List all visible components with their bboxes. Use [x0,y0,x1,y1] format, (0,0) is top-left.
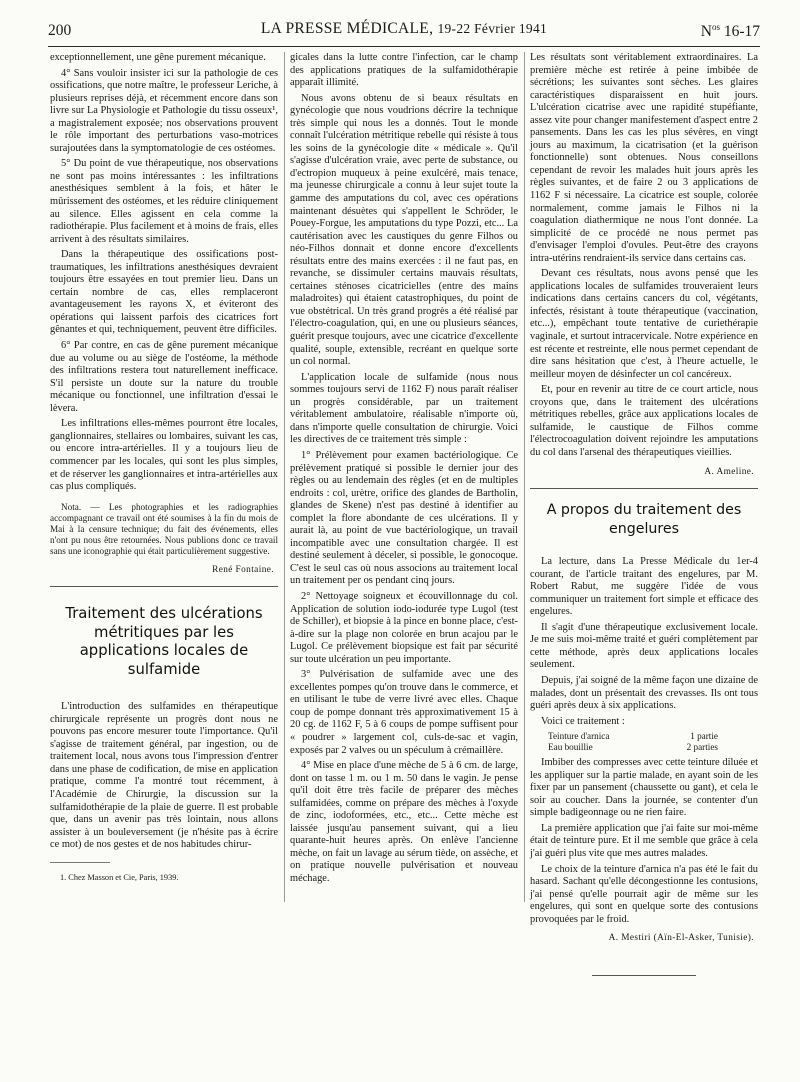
recipe-list [548,731,718,753]
end-separator [592,975,696,976]
paragraph: Devant ces résultats, nous avons pensé que les applications locales de sulfamides trouveraient leurs indications dans certains cancers du col, végétants, infectés, résistant à toute thérapeutique (vaccination, etc...), empêchant toute tentative de curiethérapie vaginale, et surtout intracervicale. Notre expérience en est récente et restreinte, elle nous permet cependant de dire sans hésitation que c'est, à l'heure actuelle, le meilleur moyen de désinfecter un col cancéreux. [530,268,758,380]
recipe-dose: 1 partie [690,731,718,742]
paragraph: L'application locale de sulfamide (nous nous sommes toujours servi de 1162 F) nous paraît réaliser un progrès considérable, par un traitement véritablement ambulatoire, réalisable n'importe où, dans n'importe quelle consultation de chirurgie. Voici les directives de ce traitement très simple : [290,371,518,446]
column-2 [290,52,518,889]
paragraph: 3° Pulvérisation de sulfamide avec une des excellentes pompes qu'on trouve dans le commerce, et en utilisant le tube de verre livré avec elles. Chaque coup de pompe donnant très approximativement 15 à 20 cg. de 1162 F, 5 à 6 coups de pompe suffisent pour « poudrer » largement col, culs-de-sac et vagin, exposés par 2 valves ou un spéculum à crémaillère. [290,669,518,756]
issue-numbers: 16-17 [723,23,760,41]
article-title: A propos du traitement des engelures [546,502,742,537]
article-separator [530,488,758,489]
header-rule [48,46,760,47]
paragraph: Et, pour en revenir au titre de ce court article, nous croyons que, dans le traitement des ulcérations métritiques rebelles, grâce aux applications locales de sulfamide, le caustique de Filhos comme l'électrocoagulation doivent rejoindre les amputations du col dans l'arsenal des thérapeutiques vieillies. [530,384,758,458]
paragraph: exceptionnellement, une gêne purement mécanique. [50,52,266,63]
page-number: 200 [48,22,72,39]
author-signature: A. Ameline. [704,466,754,477]
paragraph: Les résultats sont véritablement extraordinaires. La première mèche est retirée à peine imbibée de sécrétions; les suivantes sont sèches. Les glaires caractéristiques disparaissent en huit jours. L'ulcération cicatrise avec une rapidité stupéfiante, assez vite pour changer manifestement d'aspect entre 2 pansements. Dans les cas les plus sévères, en vingt jours au maximum, la cicatrisation (et la guérison fonctionnelle) sont obtenues. Nous conseillons cependant de revoir les malades huit jours après les règles suivantes, et de faire 2 ou 3 applications de 1162 F si nécessaire. La cicatrice est souple, colorée normalement, comme jamais le Filhos ni la coagulation diathermique ne nous l'ont donnée. La simplicité de ce procédé ne nous permet pas d'envisager l'emploi d'ovules. Peut-être des crayons intra-utérins rendraient-ils service dans certains cas. [530,52,758,264]
paragraph: Voici ce traitement : [541,715,625,727]
paragraph: Depuis, j'ai soigné de la même façon une dizaine de malades, dont un présentait des crevasses. Ils ont tous guéri après deux à six applications. [530,674,758,712]
issue-sup: os [711,22,720,32]
recipe-row [548,731,718,742]
column-3 [530,52,758,976]
paragraph: La première application que j'ai faite sur moi-même était de teinture pure. Et il me semble que grâce à cela j'ai guéri plus vite que mes autres malades. [530,822,758,859]
journal-name: LA PRESSE MÉDICALE, [260,20,434,37]
paragraph: 1° Prélèvement pour examen bactériologique. Ce prélèvement pratiqué si possible le dernier jour des règles ou au lendemain des règles (et en de multiples endroits : col, urètre, orifice des glandes de Bartholin, glandes de Skene) n'est pas destiné à identifier au complet la flore abondante de ces ulcérations. Il y aurait là, au point de vue bactériologique, un travail incompatible avec une consultation chargée. Il est destiné seulement à déceler, si possible, le gonocoque. C'est le seul cas où nous associons au traitement local un traitement per os pendant cinq jours. [290,449,518,587]
paragraph: Dans la thérapeutique des ossifications post-traumatiques, les infiltrations anesthésiques devraient toujours être essayées en tout premier lieu. Dans un certain nombre de cas, elles remplaceront avantageusement les rayons X, et éviteront des opérations qui laissent parfois des cicatrices fort gênantes et qui, techniquement, peuvent être difficiles. [50,249,278,336]
article-title: Traitement des ulcérations métritiques par les applications locales de sulfamide [65,605,263,678]
paragraph: Les infiltrations elles-mêmes pourront être locales, ganglionnaires, stellaires ou lombaires, suivant les cas, ou encore intra-artérielles. Il y a toujours lieu de commencer par les locales, qui sont les plus simples, et de réserver les ganglionnaires et intra-artérielles aux cas plus compliqués. [50,418,278,493]
recipe-ingredient: Eau bouillie [548,742,593,753]
issue-number [701,22,760,41]
paragraph: Le choix de la teinture d'arnica n'a pas été le fait du hasard. Sachant qu'elle décongestionne les contusions, j'ai pensé qu'elle pourrait agir de même sur les engelures, qui sont en quelque sorte des contusions provoquées par le froid. [530,863,758,925]
paragraph: 4° Mise en place d'une mèche de 5 à 6 cm. de large, dont on tasse 1 m. ou 1 m. 50 dans le vagin. Je pense qu'il doit être très facile de préparer des mèches sulfamidées, comme on prépare des mèches à l'oxyde de zinc, iodoformées, etc., etc... Cette mèche est laissée jusqu'au pansement suivant, qui a lieu quarante-huit heures après. On enlève l'ancienne mèche, on fait un lavage au sérum tiède, on assèche, et on pratique nouvelle pulvérisation et nouveau méchage. [290,760,518,884]
issue-date: 19-22 Février 1941 [437,21,548,36]
column-divider [524,52,525,902]
footnote-rule [50,862,110,863]
nota: Nota. — Les photographies et les radiographies accompagnant ce travail ont été soumises à la fin du mois de Mai à la censure technique; du fait des événements, elles n'ont pu nous être retournées. Nous publions donc ce travail sans une iconographie qui était particulièrement suggestive. [50,501,278,557]
recipe-dose: 2 parties [686,742,718,753]
footnote: 1. Chez Masson et Cie, Paris, 1939. [60,872,179,882]
issue-prefix: N [700,23,712,41]
author-signature: A. Mestiri (Aïn-El-Asker, Tunisie). [608,933,754,944]
article-separator [50,586,278,587]
author-signature: René Fontaine. [212,564,274,575]
paragraph: 4° Sans vouloir insister ici sur la pathologie de ces ossifications, que notre maître, le professeur Leriche, à plusieurs reprises déjà, et récemment encore dans son livre sur La Physiologie et Pathologie du tissu osseux¹, a magistralement exposée; nos observations prouvent le rôle important des perturbations vaso-motrices surajoutées dans la symptomatologie de ces ostéomes. [50,67,278,154]
paragraph: 2° Nettoyage soigneux et écouvillonnage du col. Application de solution iodo-iodurée type Lugol (test de Schiller), et biopsie à la pince en bonne place, c'est-à-dire sur la plage non colorée en brun acajou par le Lugol. Ce prélèvement biopsique est fait par sécurité sur toute ulcération un peu importante. [290,590,518,665]
journal-title [48,20,760,41]
paragraph: Nous avons obtenu de si beaux résultats en gynécologie que nous voudrions décrire la technique très simple qui nous les a donnés. Tout le monde connaît l'ulcération métritique rebelle qui résiste à tous les soins de la gynécologie dite « médicale ». Qu'il s'agisse d'ulcération vraie, avec perte de substance, ou d'ectropion muqueux à peine exulcéré, mais tenace, ma jeunesse chirurgicale a connu à leur sujet toute la gamme des amputations du col, avec ces opérations maintenant désuètes qui s'appellent le Schröder, le Pouey-Forgue, les amputations du type Pozzi, etc... La cautérisation avec les caustiques du genre Filhos ou néo-Filhos donnait et donne encore d'excellents résultats entre des mains exercées : il ne faut pas, en revanche, se dissimuler certains mauvais résultats, certaines sténoses cicatricielles (entre des mains maladroites) qui étaient catastrophiques, du point de vue obstétrical. Un très grand progrès a été réalisé par l'électro-coagulation, qui, en une ou plusieurs séances, guérit presque toujours, avec une cicatrice d'excellente qualité, souple, extensible, recréant en quelque sorte un col normal. [290,92,518,368]
column-1 [50,52,278,883]
paragraph: 5° Du point de vue thérapeutique, nos observations ne sont pas moins intéressantes : les infiltrations anesthésiques semblent à la fois, et hâter le mûrissement des ostéomes, et les réduire cliniquement au silence. Elles agissent en cela comme la radiothérapie. Plus facilement et à moins de frais, elles arrivent à des résultats similaires. [50,158,278,245]
paragraph: 6° Par contre, en cas de gêne purement mécanique due au volume ou au siège de l'ostéome, la méthode des infiltrations restera tout naturellement inefficace. S'il persiste un doute sur la nature du trouble mécanique ou fonctionnel, une infiltration d'essai le lèvera. [50,340,278,414]
paragraph: L'introduction des sulfamides en thérapeutique chirurgicale représente un progrès dont nous ne pouvons pas encore mesurer toute l'importance. Qu'il s'agisse de traitement général, par ingestion, ou de traitement local, nous avons tous l'impression d'entrer dans une phase de codification, de mise en application pratique, comme l'a montré tout récemment, à l'Académie de Chirurgie, la discussion sur la sulfamidothérapie de la plaie de guerre. Il est probable que, dans un avenir pas très lointain, nous allons assister à un bouleversement (je n'hésite pas à écrire ce mot) de nos gestes et de nos habitudes chirur- [50,701,278,851]
recipe-row [548,742,718,753]
recipe-ingredient: Teinture d'arnica [548,731,610,742]
column-divider [284,52,285,902]
paragraph: Il s'agit d'une thérapeutique exclusivement locale. Je me suis moi-même traité et guéri complètement par cette méthode, après deux applications locales seulement. [530,621,758,671]
page-header [48,18,760,42]
paragraph: Imbiber des compresses avec cette teinture diluée et les appliquer sur la partie malade, en ayant soin de les fixer par un pansement (chaussette ou gant), et cela le soir au coucher. Dans la journée, se contenter d'un simple badigeonnage ou ne rien faire. [530,757,758,819]
paragraph: La lecture, dans La Presse Médicale du 1er-4 courant, de l'article traitant des engelures, par M. Robert Rabut, me suggère l'idée de vous communiquer un traitement fort simple et efficace des engelures. [530,556,758,618]
paragraph: gicales dans la lutte contre l'infection, car le champ des applications pratiques de la sulfamidothérapie apparaît illimité. [290,52,518,89]
